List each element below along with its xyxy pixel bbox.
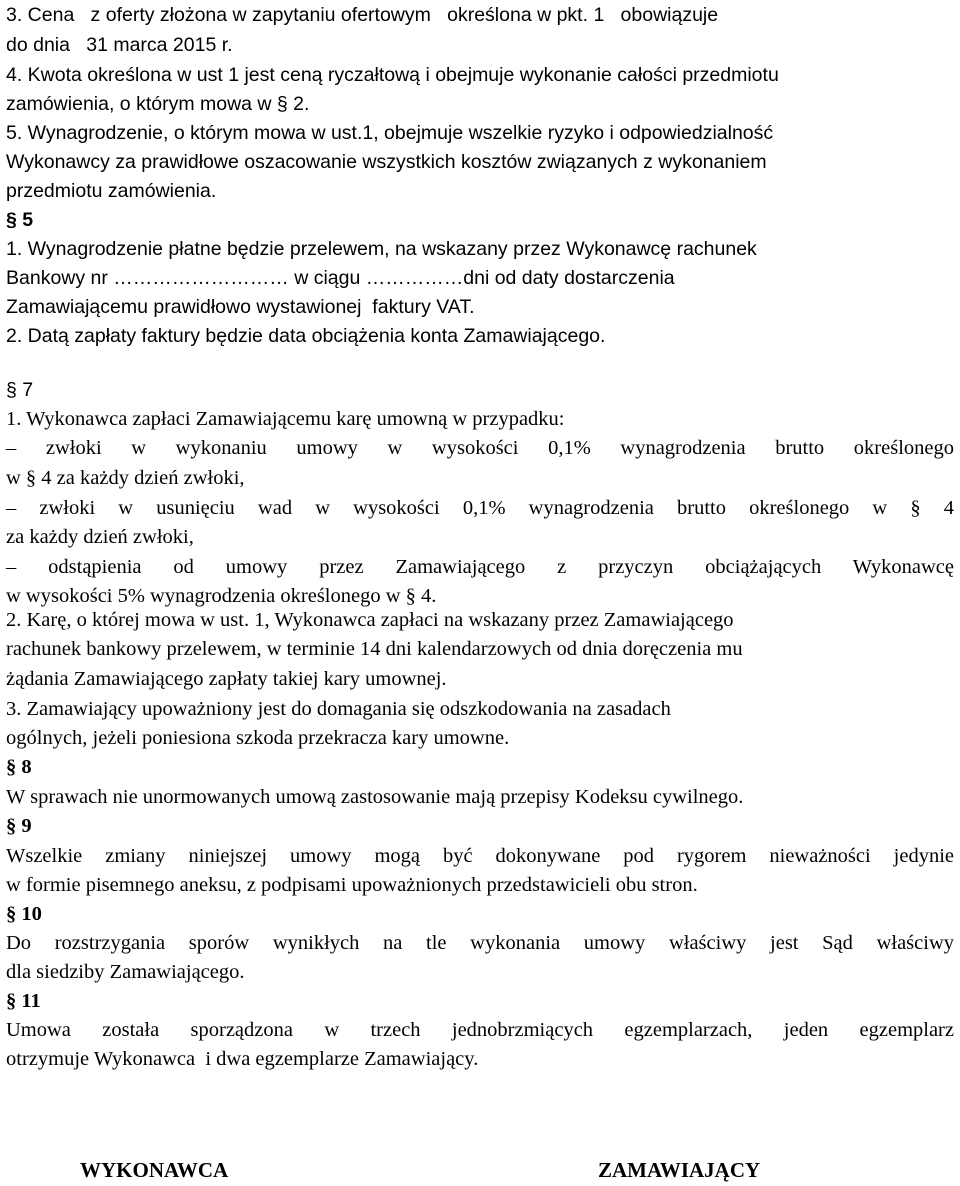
sec5-item-1-line-2: Bankowy nr ……………………… w ciągu ……………dni od daty dostarczenia — [6, 267, 675, 289]
sec10-line-1: Do rozstrzygania sporów wynikłych na tle wykonania umowy właściwy jest Sąd właściwy — [6, 932, 954, 954]
sec7-bullet-2-line-2: za każdy dzień zwłoki, — [6, 526, 194, 548]
sec11-line-1: Umowa została sporządzona w trzech jednobrzmiących egzemplarzach, jeden egzemplarz — [6, 1019, 954, 1041]
section-7-heading: § 7 — [6, 379, 34, 401]
sec7-item-2-line-3: żądania Zamawiającego zapłaty takiej kary umownej. — [6, 668, 447, 690]
signature-client-label: ZAMAWIAJĄCY — [598, 1158, 761, 1182]
sec5-item-2-line-1: 2. Datą zapłaty faktury będzie data obciążenia konta Zamawiającego. — [6, 325, 606, 347]
sec7-item-2-line-1: 2. Karę, o której mowa w ust. 1, Wykonawca zapłaci na wskazany przez Zamawiającego — [6, 609, 734, 631]
sec7-bullet-2-line-1: – zwłoki w usunięciu wad w wysokości 0,1% wynagrodzenia brutto określonego w § 4 — [6, 497, 954, 519]
sec7-item-1-line-1: 1. Wykonawca zapłaci Zamawiającemu karę umowną w przypadku: — [6, 408, 565, 430]
sec9-line-2: w formie pisemnego aneksu, z podpisami upoważnionych przedstawicieli obu stron. — [6, 874, 698, 896]
sec7-bullet-3-line-1: – odstąpienia od umowy przez Zamawiającego z przyczyn obciążających Wykonawcę — [6, 556, 954, 578]
sec7-item-3-line-2: ogólnych, jeżeli poniesiona szkoda przekracza kary umowne. — [6, 727, 510, 749]
signature-contractor-label: WYKONAWCA — [80, 1158, 229, 1182]
sec7-bullet-1-line-1: – zwłoki w wykonaniu umowy w wysokości 0,1% wynagrodzenia brutto określonego — [6, 437, 954, 459]
sec8-line-1: W sprawach nie unormowanych umową zastosowanie mają przepisy Kodeksu cywilnego. — [6, 786, 744, 808]
section-5-heading: § 5 — [6, 209, 34, 231]
section-8-heading: § 8 — [6, 756, 32, 778]
section-10-heading: § 10 — [6, 903, 42, 925]
item-5-line-1: 5. Wynagrodzenie, o którym mowa w ust.1, obejmuje wszelkie ryzyko i odpowiedzialność — [6, 122, 774, 144]
sec7-bullet-1-line-2: w § 4 za każdy dzień zwłoki, — [6, 467, 245, 489]
sec9-line-1: Wszelkie zmiany niniejszej umowy mogą być dokonywane pod rygorem nieważności jedynie — [6, 845, 954, 867]
section-11-heading: § 11 — [6, 990, 41, 1012]
sec5-item-1-line-1: 1. Wynagrodzenie płatne będzie przelewem, na wskazany przez Wykonawcę rachunek — [6, 238, 757, 260]
sec7-item-3-line-1: 3. Zamawiający upoważniony jest do domagania się odszkodowania na zasadach — [6, 698, 671, 720]
item-5-line-3: przedmiotu zamówienia. — [6, 180, 217, 202]
sec7-item-2-line-2: rachunek bankowy przelewem, w terminie 14 dni kalendarzowych od dnia doręczenia mu — [6, 638, 743, 660]
item-4-line-2: zamówienia, o którym mowa w § 2. — [6, 93, 310, 115]
sec7-bullet-3-line-2: w wysokości 5% wynagrodzenia określonego w § 4. — [6, 585, 437, 607]
sec5-item-1-line-3: Zamawiającemu prawidłowo wystawionej faktury VAT. — [6, 296, 475, 318]
item-4-line-1: 4. Kwota określona w ust 1 jest ceną ryczałtową i obejmuje wykonanie całości przedmiotu — [6, 64, 779, 86]
item-3-line-1: 3. Cena z oferty złożona w zapytaniu ofertowym określona w pkt. 1 obowiązuje — [6, 4, 719, 26]
item-5-line-2: Wykonawcy za prawidłowe oszacowanie wszystkich kosztów związanych z wykonaniem — [6, 151, 767, 173]
sec10-line-2: dla siedziby Zamawiającego. — [6, 961, 245, 983]
section-9-heading: § 9 — [6, 815, 32, 837]
item-3-line-2: do dnia 31 marca 2015 r. — [6, 34, 233, 56]
sec11-line-2: otrzymuje Wykonawca i dwa egzemplarze Zamawiający. — [6, 1048, 479, 1070]
